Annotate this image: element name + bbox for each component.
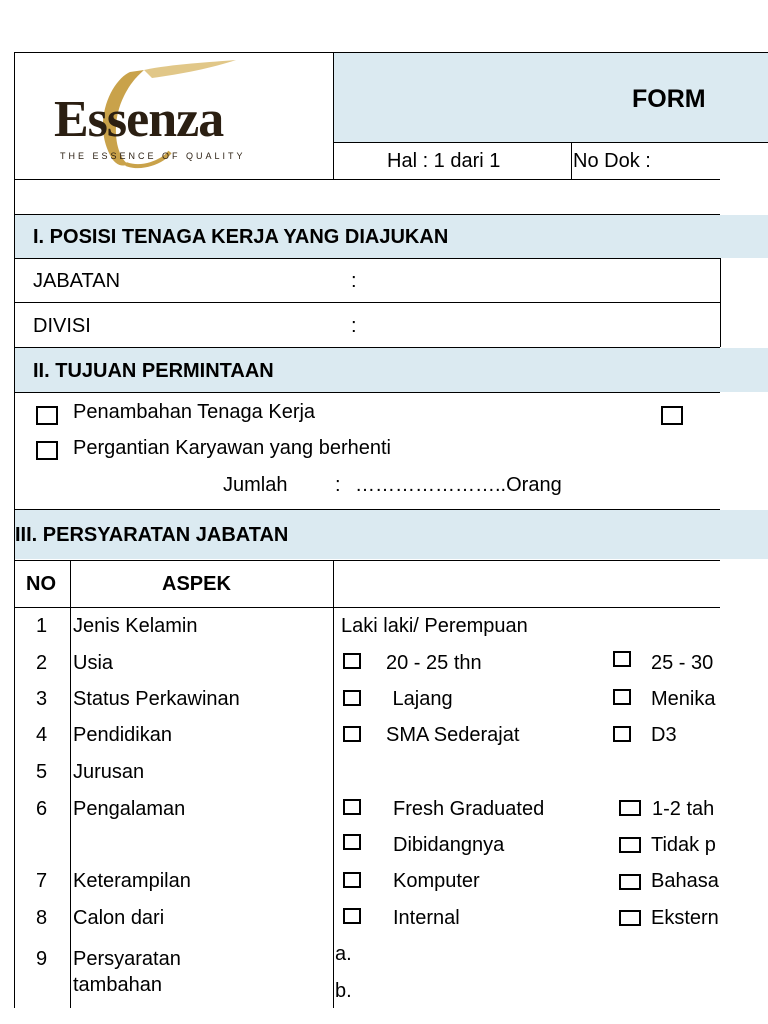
- form-title: FORM: [632, 85, 706, 113]
- essenza-logo: [52, 60, 282, 170]
- logo-wordmark: Essenza: [54, 91, 224, 148]
- jabatan-colon: :: [351, 270, 357, 292]
- section3-top-border: [14, 509, 720, 510]
- jumlah-value: …………………..Orang: [355, 474, 562, 496]
- doc-number-label: No Dok :: [573, 150, 651, 172]
- row-aspek: Jenis Kelamin: [73, 615, 198, 637]
- checkbox-pengalaman-opt2[interactable]: [619, 800, 641, 816]
- checkbox-pendidikan-opt1[interactable]: [343, 726, 361, 742]
- row-aspek: Keterampilan: [73, 870, 191, 892]
- section1-bottom-border: [14, 258, 720, 259]
- status-opt2-label: Menika: [651, 688, 716, 710]
- tambahan-item-b: b.: [335, 980, 352, 1002]
- internal-label: Internal: [393, 907, 460, 929]
- section3-band-bottom: [14, 560, 720, 561]
- jabatan-row-border: [14, 302, 720, 303]
- row-aspek: Jurusan: [73, 761, 145, 783]
- pengalaman-opt2-label: 1-2 tah: [652, 798, 715, 820]
- checkbox-usia-opt2[interactable]: [613, 651, 631, 667]
- header-top-border: [14, 52, 768, 53]
- table-col-divider-aspek: [333, 560, 334, 1008]
- bahasa-label: Bahasa: [651, 870, 719, 892]
- row-no: 3: [36, 688, 48, 710]
- jumlah-label: Jumlah: [223, 474, 288, 496]
- checkbox-extra-option[interactable]: [661, 406, 683, 425]
- tambahan-item-a: a.: [335, 943, 352, 965]
- row-text-jenis-kelamin: Laki laki/ Perempuan: [341, 615, 528, 637]
- row-no: 1: [36, 615, 48, 637]
- checkbox-pengalaman-opt1[interactable]: [343, 799, 361, 815]
- section1-right-border: [720, 258, 721, 347]
- eksternal-label: Ekstern: [651, 907, 719, 929]
- option-pergantian: Pergantian Karyawan yang berhenti: [73, 437, 391, 459]
- checkbox-internal[interactable]: [343, 908, 361, 924]
- tidak-label: Tidak p: [651, 834, 716, 856]
- row-aspek-line2: tambahan: [73, 974, 162, 996]
- row-no: 9: [36, 948, 48, 970]
- table-header-bottom: [14, 607, 720, 608]
- checkbox-status-opt2[interactable]: [613, 689, 631, 705]
- row-no: 6: [36, 798, 48, 820]
- checkbox-pergantian[interactable]: [36, 441, 58, 460]
- page-info: Hal : 1 dari 1: [387, 150, 501, 172]
- pendidikan-opt2-label: D3: [651, 724, 677, 746]
- checkbox-bahasa[interactable]: [619, 874, 641, 890]
- status-opt1-label: Lajang: [387, 688, 453, 710]
- checkbox-komputer[interactable]: [343, 872, 361, 888]
- header-docno-divider: [571, 142, 572, 180]
- divisi-colon: :: [351, 315, 357, 337]
- header-divider: [333, 52, 334, 180]
- option-penambahan: Penambahan Tenaga Kerja: [73, 401, 316, 423]
- row-no: 4: [36, 724, 48, 746]
- row-no: 8: [36, 907, 48, 929]
- jumlah-colon: :: [335, 474, 341, 496]
- dibidangnya-label: Dibidangnya: [393, 834, 505, 856]
- section2-title: II. TUJUAN PERMINTAAN: [33, 360, 274, 382]
- row-aspek: Persyaratan: [73, 948, 181, 970]
- pendidikan-opt1-label: SMA Sederajat: [386, 724, 520, 746]
- column-header-aspek: ASPEK: [162, 573, 231, 595]
- checkbox-eksternal[interactable]: [619, 910, 641, 926]
- row-aspek: Pengalaman: [73, 798, 186, 820]
- checkbox-tidak[interactable]: [619, 837, 641, 853]
- checkbox-penambahan[interactable]: [36, 406, 58, 425]
- divisi-label: DIVISI: [33, 315, 91, 337]
- column-header-no: NO: [26, 573, 56, 595]
- komputer-label: Komputer: [393, 870, 480, 892]
- checkbox-usia-opt1[interactable]: [343, 653, 361, 669]
- pengalaman-opt1-label: Fresh Graduated: [393, 798, 545, 820]
- usia-opt2-label: 25 - 30: [651, 652, 714, 674]
- table-col-divider-no: [70, 560, 71, 1008]
- section2-top-border: [14, 347, 720, 348]
- checkbox-dibidangnya[interactable]: [343, 834, 361, 850]
- checkbox-status-opt1[interactable]: [343, 690, 361, 706]
- row-aspek: Usia: [73, 652, 114, 674]
- row-aspek: Pendidikan: [73, 724, 172, 746]
- header-mid-border: [334, 142, 768, 143]
- section1-top-border: [14, 214, 720, 215]
- row-no: 2: [36, 652, 48, 674]
- usia-opt1-label: 20 - 25 thn: [386, 652, 482, 674]
- jabatan-label: JABATAN: [33, 270, 121, 292]
- row-no: 7: [36, 870, 48, 892]
- header-bottom-border: [14, 179, 720, 180]
- section2-bottom-border: [14, 392, 720, 393]
- section3-title: III. PERSYARATAN JABATAN: [15, 524, 289, 546]
- logo-tagline: THE ESSENCE OF QUALITY: [60, 151, 246, 161]
- checkbox-pendidikan-opt2[interactable]: [613, 726, 631, 742]
- row-no: 5: [36, 761, 48, 783]
- section1-title: I. POSISI TENAGA KERJA YANG DIAJUKAN: [33, 226, 449, 248]
- row-aspek: Status Perkawinan: [73, 688, 240, 710]
- row-aspek: Calon dari: [73, 907, 165, 929]
- form-left-border: [14, 52, 15, 1008]
